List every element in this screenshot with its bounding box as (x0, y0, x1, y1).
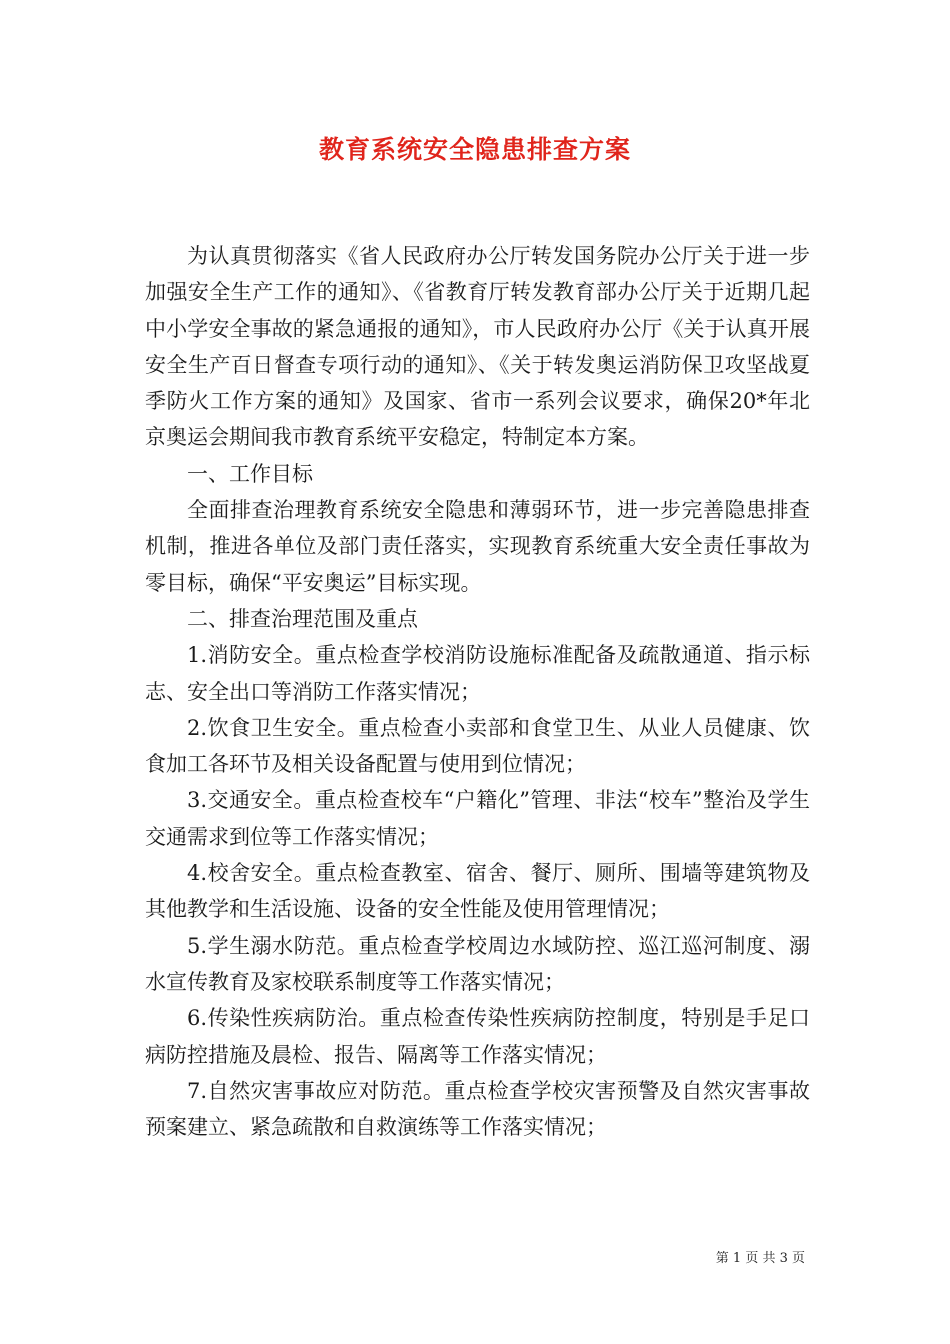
section-heading-scope: 二、排查治理范围及重点 (187, 606, 418, 631)
page-number: 第 1 页 共 3 页 (715, 1251, 805, 1266)
document-body (145, 238, 810, 1145)
list-item-drowning-prevention: 5.学生溺水防范。重点检查学校周边水域防控、巡江巡河制度、溺水宣传教育及家校联系制度等工作落实情况； (145, 933, 810, 994)
list-item-disaster-prevention: 7.自然灾害事故应对防范。重点检查学校灾害预警及自然灾害事故预案建立、紧急疏散和自救演练等工作落实情况； (145, 1078, 810, 1140)
goals-paragraph: 全面排查治理教育系统安全隐患和薄弱环节，进一步完善隐患排查机制，推进各单位及部门责任落实，实现教育系统重大安全责任事故为零目标，确保“平安奥运”目标实现。 (145, 498, 810, 595)
list-item-fire-safety: 1.消防安全。重点检查学校消防设施标准配备及疏散通道、指示标志、安全出口等消防工作落实情况； (145, 643, 810, 704)
intro-paragraph: 为认真贯彻落实《省人民政府办公厅转发国务院办公厅关于进一步加强安全生产工作的通知》、《省教育厅转发教育部办公厅关于近期几起中小学安全事故的紧急通报的通知》，市人民政府办公厅《关于认真开展安全生产百日督查专项行动的通知》、《关于转发奥运消防保卫攻坚战夏季防火工作方案的通知》及国家、省市一系列会议要求，确保20*年北京奥运会期间我市教育系统平安稳定，特制定本方案。 (145, 244, 810, 450)
list-item-disease-control: 6.传染性疾病防治。重点检查传染性疾病防控制度，特别是手足口病防控措施及晨检、报告、隔离等工作落实情况； (145, 1006, 810, 1067)
list-item-building-safety: 4.校舍安全。重点检查教室、宿舍、餐厅、厕所、围墙等建筑物及其他教学和生活设施、设备的安全性能及使用管理情况； (145, 861, 810, 922)
section-heading-goals: 一、工作目标 (187, 461, 313, 486)
list-item-food-safety: 2.饮食卫生安全。重点检查小卖部和食堂卫生、从业人员健康、饮食加工各环节及相关设备配置与使用到位情况； (145, 715, 810, 777)
document-title: 教育系统安全隐患排查方案 (318, 135, 631, 164)
list-item-traffic-safety: 3.交通安全。重点检查校车“户籍化”管理、非法“校车”整治及学生交通需求到位等工作落实情况； (145, 788, 810, 849)
